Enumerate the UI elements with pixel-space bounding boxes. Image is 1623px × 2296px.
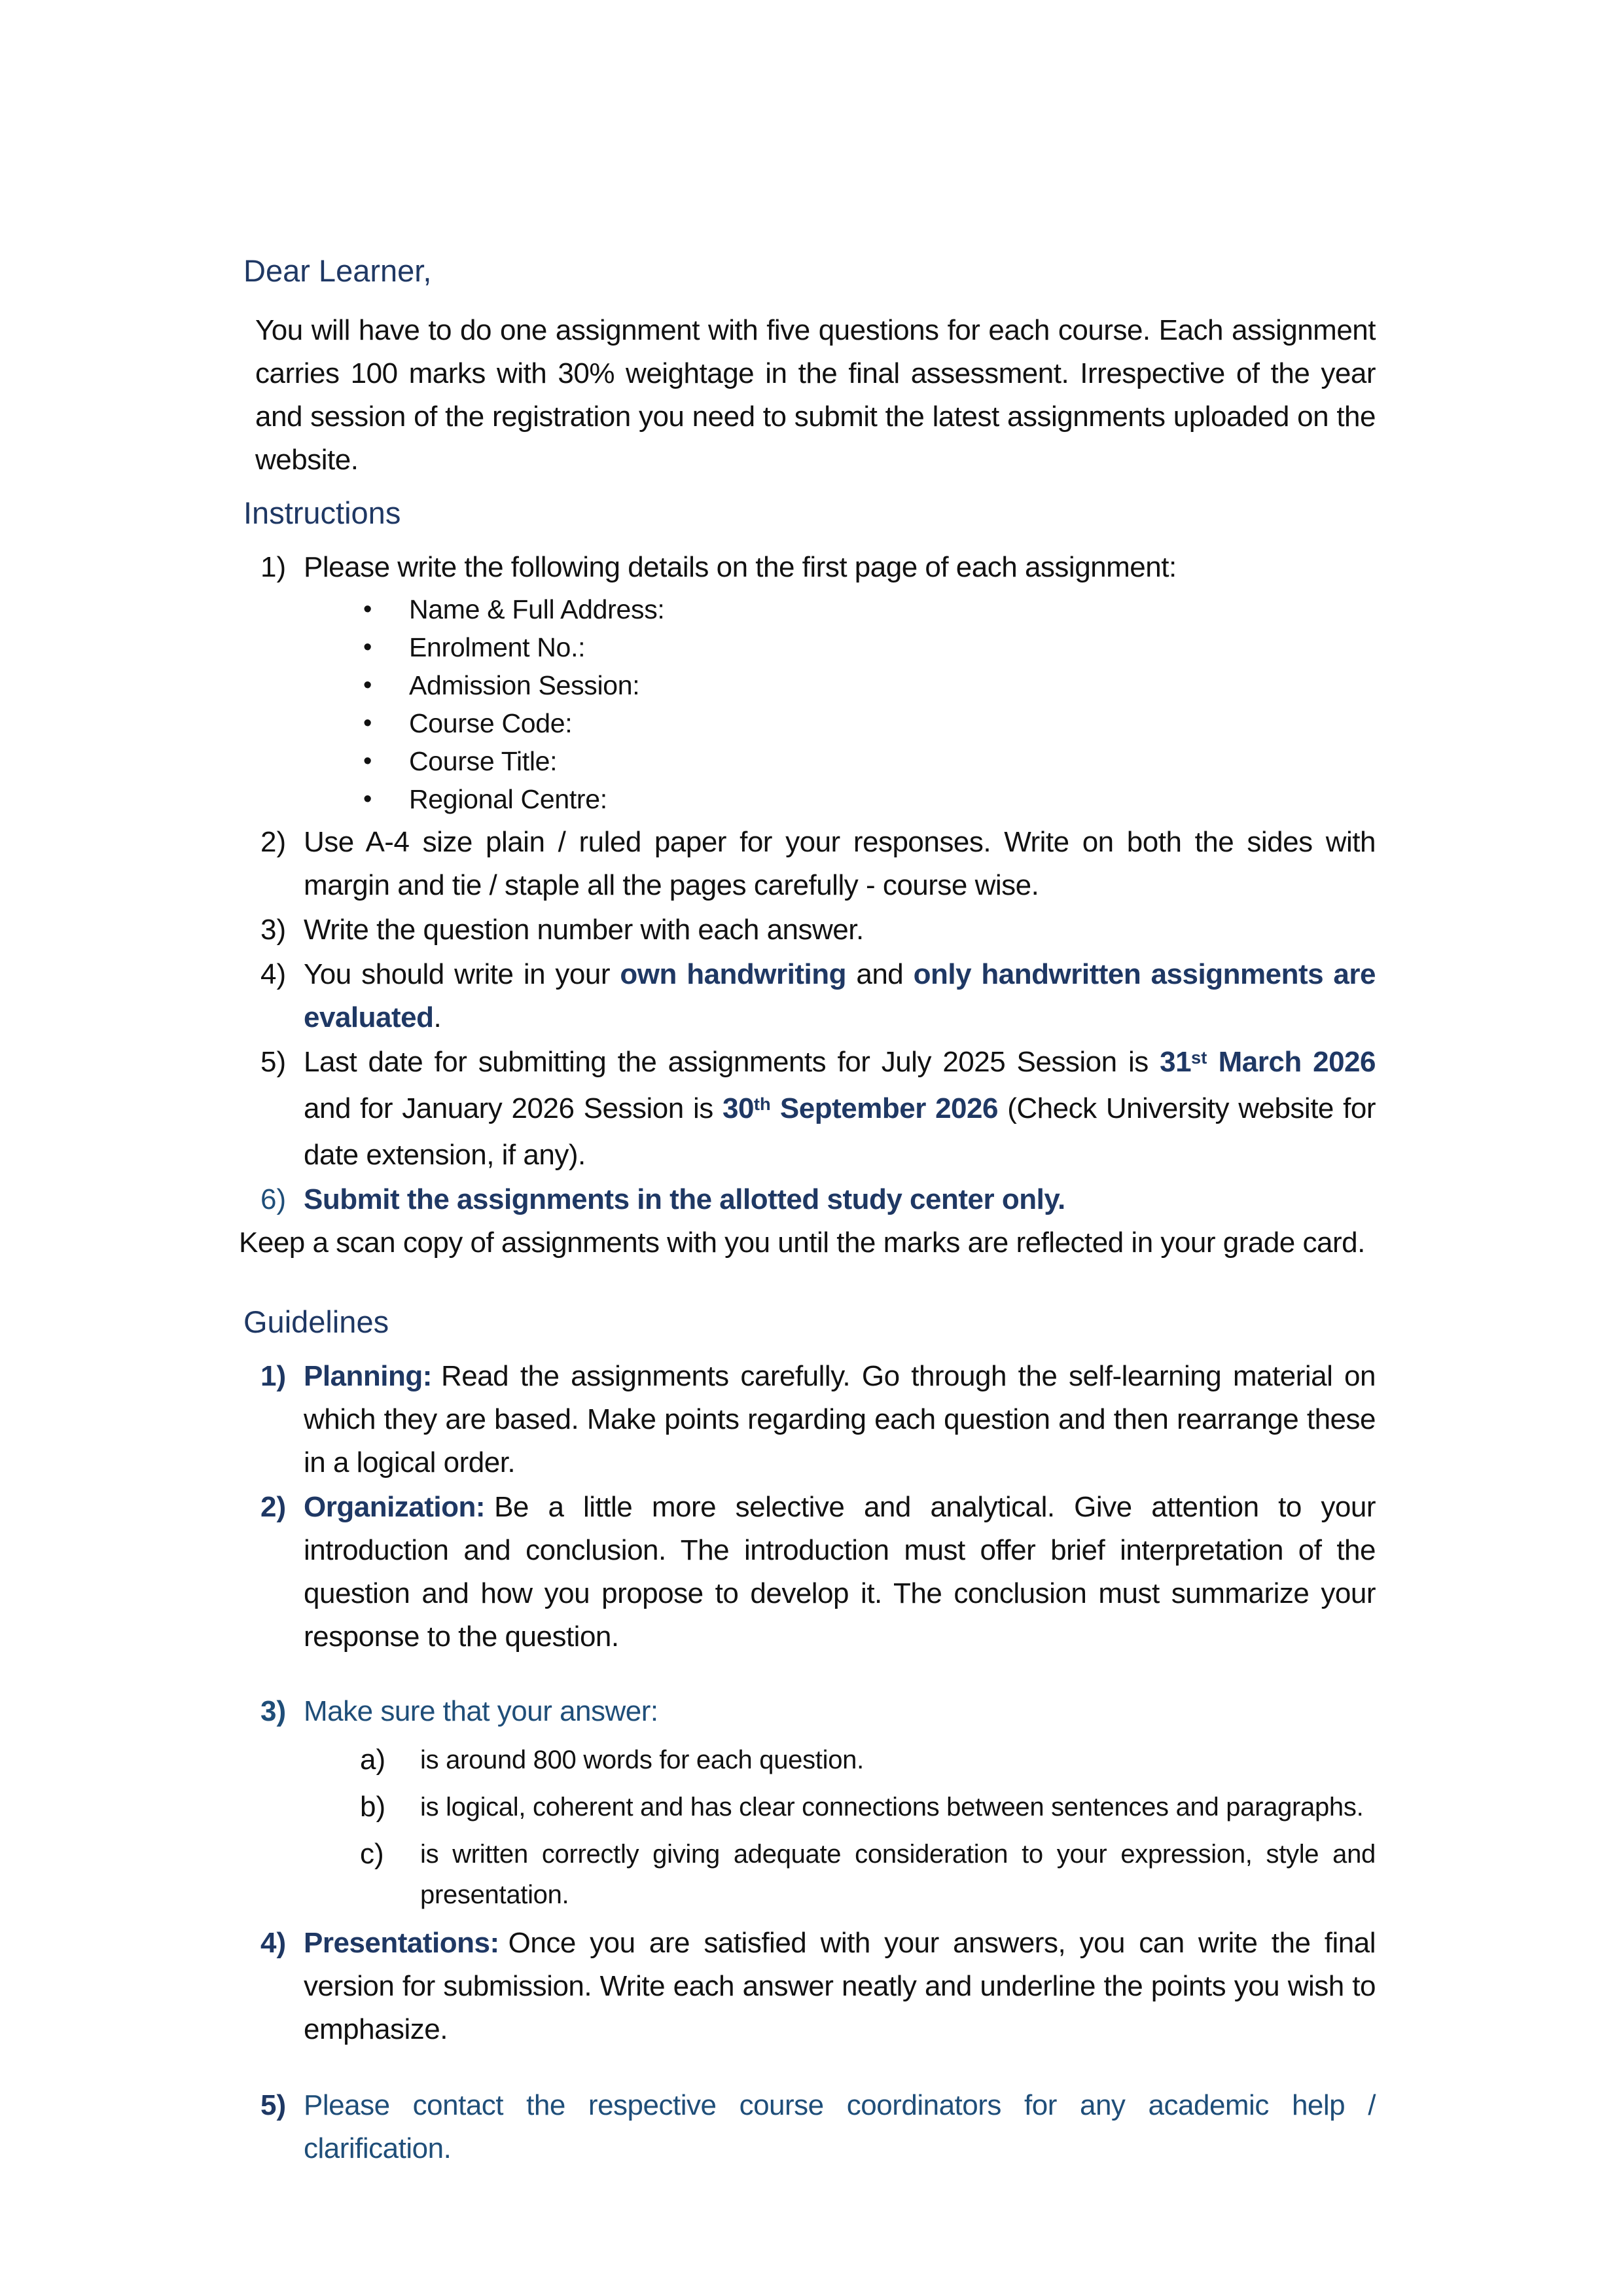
item-number: 6) <box>260 1183 287 1215</box>
sub-item-letter: a) <box>360 1744 386 1776</box>
guideline-item-1 <box>239 1355 1376 1484</box>
item-text: Please contact the respective course coordinators for any academic help / clarification. <box>304 2089 1376 2164</box>
instruction-item-1 <box>239 546 1376 589</box>
instruction-item-6 <box>239 1178 1376 1221</box>
salutation: Dear Learner, <box>243 253 432 288</box>
item-number: 3) <box>260 1695 287 1727</box>
item-text: Please write the following details on the first page of each assignment: <box>304 551 1177 583</box>
text-segment: . <box>433 1001 442 1033</box>
scan-copy-note: Keep a scan copy of assignments with you until the marks are reflected in your grade card. <box>239 1227 1365 1259</box>
bullet-icon: • <box>363 785 372 813</box>
bullet-item <box>239 742 1376 780</box>
item-number: 1) <box>260 1360 287 1392</box>
sub-item-c <box>239 1834 1376 1915</box>
bullet-label: Name & Full Address: <box>409 594 665 624</box>
sub-item-text: is around 800 words for each question. <box>420 1746 864 1774</box>
item-number: 5) <box>260 2089 287 2121</box>
item-text: Submit the assignments in the allotted study center only. <box>304 1183 1065 1215</box>
guideline-item-2 <box>239 1486 1376 1659</box>
bullet-item <box>239 628 1376 666</box>
ordinal-superscript: st <box>1191 1047 1207 1067</box>
item-number: 1) <box>260 551 287 583</box>
bullet-item <box>239 780 1376 818</box>
guidelines-heading: Guidelines <box>243 1304 389 1339</box>
item-text: Write the question number with each answer. <box>304 914 864 946</box>
text-segment: and <box>846 958 914 990</box>
guideline-label: Organization: <box>304 1491 486 1523</box>
bullet-label: Enrolment No.: <box>409 632 586 662</box>
instruction-item-3 <box>239 908 1376 952</box>
date-segment: March 2026 <box>1207 1046 1376 1078</box>
bullet-icon: • <box>363 596 372 623</box>
intro-paragraph: You will have to do one assignment with five questions for each course. Each assignment carries 100 marks with 30% weightage in the final assessment. Irrespective of the year and session of the registration you need to submit the latest assignments uploaded on the website. <box>255 314 1376 476</box>
instruction-item-4 <box>239 953 1376 1039</box>
guideline-body: Be a little more selective and analytical. Give attention to your introduction and conclusion. The introduction must offer brief interpretation of the question and how you propose to develop it. The conclusion must summarize your response to the question. <box>304 1491 1376 1653</box>
date-segment: 30 <box>722 1092 754 1124</box>
bullet-label: Admission Session: <box>409 670 640 700</box>
text-segment: Last date for submitting the assignments for July 2025 Session is <box>304 1046 1160 1078</box>
item-text: Use A-4 size plain / ruled paper for your responses. Write on both the sides with margin and tie / staple all the pages carefully - course wise. <box>304 826 1376 901</box>
item-number: 2) <box>260 1491 287 1523</box>
bullet-item <box>239 590 1376 628</box>
guideline-label: Planning: <box>304 1360 432 1392</box>
text-segment: You should write in your <box>304 958 620 990</box>
emphasis-segment: own handwriting <box>620 958 847 990</box>
bullet-icon: • <box>363 634 372 661</box>
bullet-icon: • <box>363 672 372 699</box>
guideline-item-5 <box>239 2084 1376 2170</box>
item-text <box>304 1486 1376 1659</box>
date-segment: September 2026 <box>770 1092 998 1124</box>
bullet-item <box>239 704 1376 742</box>
item-text <box>304 1041 1376 1177</box>
item-text <box>304 1355 1376 1484</box>
item-text: Make sure that your answer: <box>304 1695 658 1727</box>
emphasis-segment: only handwritten assignments are evaluated <box>304 958 1376 1033</box>
date-segment: 31 <box>1160 1046 1192 1078</box>
sub-item-text: is written correctly giving adequate consideration to your expression, style and presentation. <box>420 1840 1376 1909</box>
instruction-item-5 <box>239 1041 1376 1177</box>
bullet-icon: • <box>363 747 372 775</box>
sub-item-letter: c) <box>360 1838 384 1870</box>
sub-item-a <box>239 1740 1376 1780</box>
guideline-body: Once you are satisfied with your answers, you can write the final version for submission. Write each answer neatly and underline the points you wish to emphasize. <box>304 1927 1376 2045</box>
text-segment: (Check University website for date extension, if any). <box>304 1092 1376 1171</box>
instruction-item-2 <box>239 821 1376 907</box>
sub-item-text: is logical, coherent and has clear connections between sentences and paragraphs. <box>420 1793 1364 1821</box>
item-number: 4) <box>260 1927 287 1959</box>
sub-item-b <box>239 1787 1376 1827</box>
bullet-label: Course Code: <box>409 708 573 738</box>
instructions-heading: Instructions <box>243 495 401 530</box>
item-text <box>304 1922 1376 2051</box>
guideline-body: Read the assignments carefully. Go through the self-learning material on which they are based. Make points regarding each question and then rearrange these in a logical order. <box>304 1360 1376 1479</box>
item-number: 3) <box>260 914 287 946</box>
item-number: 2) <box>260 826 287 858</box>
sub-item-letter: b) <box>360 1791 386 1823</box>
guideline-item-3-sub-items <box>239 1740 1376 1915</box>
item-text <box>304 953 1376 1039</box>
document-content <box>239 251 1376 2172</box>
instruction-item-1-bullets <box>239 590 1376 818</box>
guideline-label: Presentations: <box>304 1927 499 1959</box>
guideline-item-3 <box>239 1690 1376 1733</box>
item-number: 4) <box>260 958 287 990</box>
bullet-label: Course Title: <box>409 746 558 776</box>
bullet-label: Regional Centre: <box>409 784 607 814</box>
bullet-icon: • <box>363 709 372 737</box>
ordinal-superscript: th <box>753 1093 771 1114</box>
text-segment: and for January 2026 Session is <box>304 1092 722 1124</box>
guideline-item-4 <box>239 1922 1376 2051</box>
bullet-item <box>239 666 1376 704</box>
item-number: 5) <box>260 1046 287 1078</box>
